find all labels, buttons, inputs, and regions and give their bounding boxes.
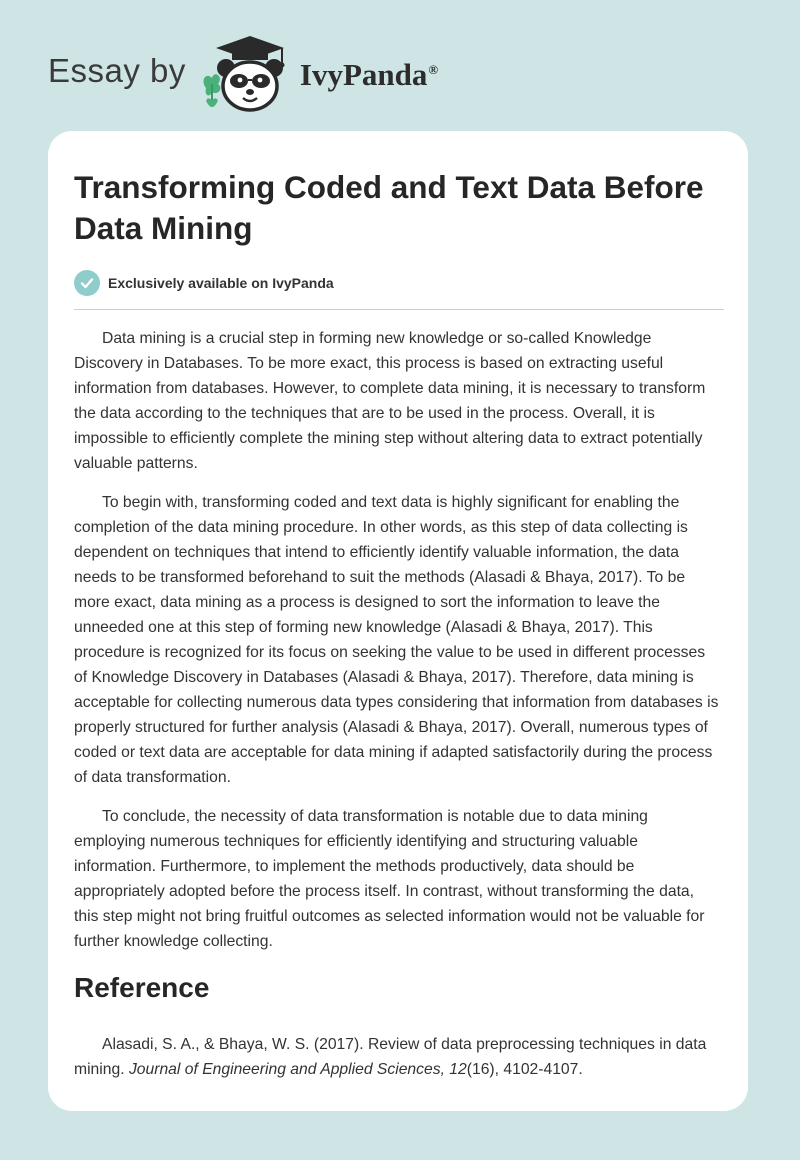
paragraph-intro: Data mining is a crucial step in forming new knowledge or so-called Knowledge Discovery in Databases. To be more exact, this process is based on extracting useful information from databases. However, to complete data mining, it is necessary to transform the data according to the techniques that are to be used in the process. Overall, it is impossible to efficiently complete the mining step without altering data to extract potentially valuable patterns. (74, 330, 706, 472)
reference-heading: Reference (74, 972, 210, 1003)
brand-name: IvyPanda® (299, 57, 439, 92)
brand-prefix: Essay by (48, 52, 186, 89)
paragraph-body: To begin with, transforming coded and text data is highly significant for enabling the completion of the data mining procedure. In other words, as this step of data collecting is dependent on techniques that intend to efficiently identify valuable information, the data needs to be transformed beforehand to suit the methods (Alasadi & Bhaya, 2017). To be more exact, data mining as a process is designed to sort the information to leave the unneeded one at this step of forming new knowledge (Alasadi & Bhaya, 2017). This procedure is recognized for its focus on seeking the value to be used in different processes of Knowledge Discovery in Databases (Alasadi & Bhaya, 2017). Therefore, data mining is acceptable for collecting numerous data types considering that information from databases is properly structured for further analysis (Alasadi & Bhaya, 2017). Overall, numerous types of coded or text data are acceptable for data mining if adapted satisfactorily during the process of data transformation. (74, 494, 719, 786)
brand-header (48, 34, 438, 114)
essay-title: Transforming Coded and Text Data Before Data Mining (74, 169, 704, 246)
exclusive-badge (74, 269, 722, 297)
reference-authors: Alasadi, S. A., & Bhaya, W. S. (2017). Review of data preprocessing techniques in data mining. (74, 1036, 707, 1078)
badge-text: Exclusively available on IvyPanda (108, 275, 334, 291)
reference-pages: (16), 4102-4107. (466, 1061, 583, 1078)
divider (74, 309, 724, 310)
reference-journal: Journal of Engineering and Applied Sciences, (128, 1061, 445, 1078)
reference-volume: 12 (449, 1061, 467, 1078)
check-icon (74, 270, 100, 296)
paragraph-conclusion: To conclude, the necessity of data transformation is notable due to data mining employing numerous techniques for efficiently identifying and structuring valuable information. Furthermore, to implement the methods productively, data should be appropriately adopted before the process itself. In contrast, without transforming the data, this step might not bring fruitful outcomes as selected information would not be valuable for further knowledge collecting. (74, 808, 705, 950)
panda-graduate-icon (198, 34, 294, 114)
reference-entry (74, 1032, 722, 1082)
ivy-leaf-icon (203, 74, 220, 107)
essay-card (48, 131, 748, 1111)
